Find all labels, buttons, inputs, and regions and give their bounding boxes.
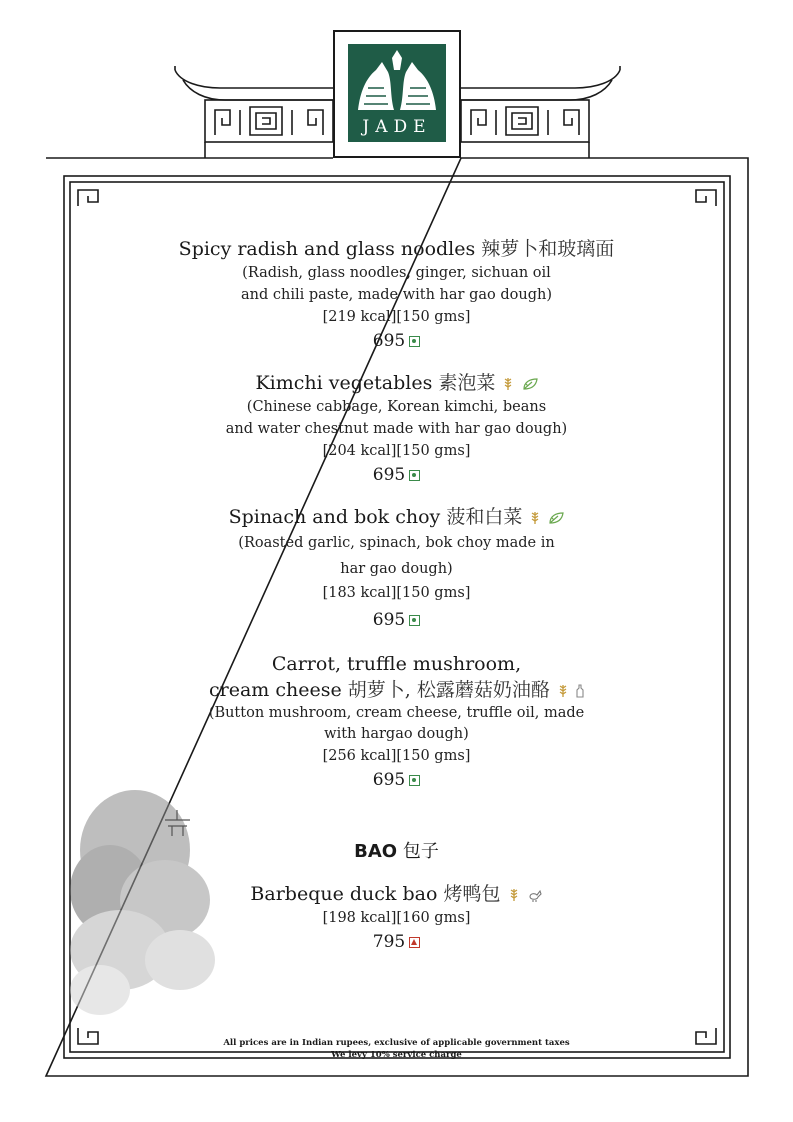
wheat-icon (559, 684, 567, 698)
item-name: Kimchi vegetables 素泡菜 (120, 370, 673, 396)
item-nutrition: [183 kcal][150 gms] (322, 585, 471, 601)
non-veg-mark-icon (409, 937, 420, 948)
poultry-icon (527, 888, 543, 902)
veg-mark-icon (409, 470, 420, 481)
menu-list (120, 236, 673, 955)
menu-item (120, 236, 673, 354)
wheat-icon (504, 377, 512, 391)
item-nutrition: [256 kcal][150 gms] (322, 748, 471, 764)
item-price: 795 (120, 929, 673, 955)
wheat-icon (510, 888, 518, 902)
jade-logo (333, 30, 461, 158)
veg-mark-icon (409, 775, 420, 786)
menu-item (120, 370, 673, 488)
item-nutrition: [198 kcal][160 gms] (322, 910, 471, 926)
item-name: Carrot, truffle mushroom, cream cheese 胡萝卜, 松露蘑菇奶油酪 (120, 651, 673, 703)
veg-mark-icon (409, 615, 420, 626)
vegan-leaf-icon (548, 511, 564, 525)
item-nutrition: [219 kcal][150 gms] (322, 309, 471, 325)
item-description: (Button mushroom, cream cheese, truffle oil, made with hargao dough) (208, 705, 585, 742)
section-heading: BAO 包子 (354, 841, 439, 862)
menu-item (120, 881, 673, 955)
item-description: (Radish, glass noodles, ginger, sichuan oil and chili paste, made with har gao dough) (241, 265, 552, 303)
item-name: Spinach and bok choy 菠和白菜 (120, 504, 673, 530)
footer-note: All prices are in Indian rupees, exclusive of applicable government taxes We levy 10% service charge (223, 1038, 570, 1060)
item-description: (Roasted garlic, spinach, bok choy made in har gao dough) (238, 535, 555, 577)
item-description: (Chinese cabbage, Korean kimchi, beans and water chestnut made with har gao dough) (225, 399, 568, 437)
wheat-icon (531, 511, 539, 525)
menu-item (120, 651, 673, 793)
item-nutrition: [204 kcal][150 gms] (322, 443, 471, 459)
item-price: 695 (120, 767, 673, 793)
logo-wordmark: JADE (362, 117, 432, 137)
item-price: 695 (120, 462, 673, 488)
twin-lions-emblem (354, 48, 440, 118)
item-price: 695 (120, 607, 673, 633)
menu-item (120, 504, 673, 633)
item-price: 695 (120, 328, 673, 354)
milk-bottle-icon (576, 684, 584, 698)
item-name: Spicy radish and glass noodles 辣萝卜和玻璃面 (178, 238, 615, 260)
veg-mark-icon (409, 336, 420, 347)
vegan-leaf-icon (522, 377, 538, 391)
item-name: Barbeque duck bao 烤鸭包 (120, 881, 673, 907)
